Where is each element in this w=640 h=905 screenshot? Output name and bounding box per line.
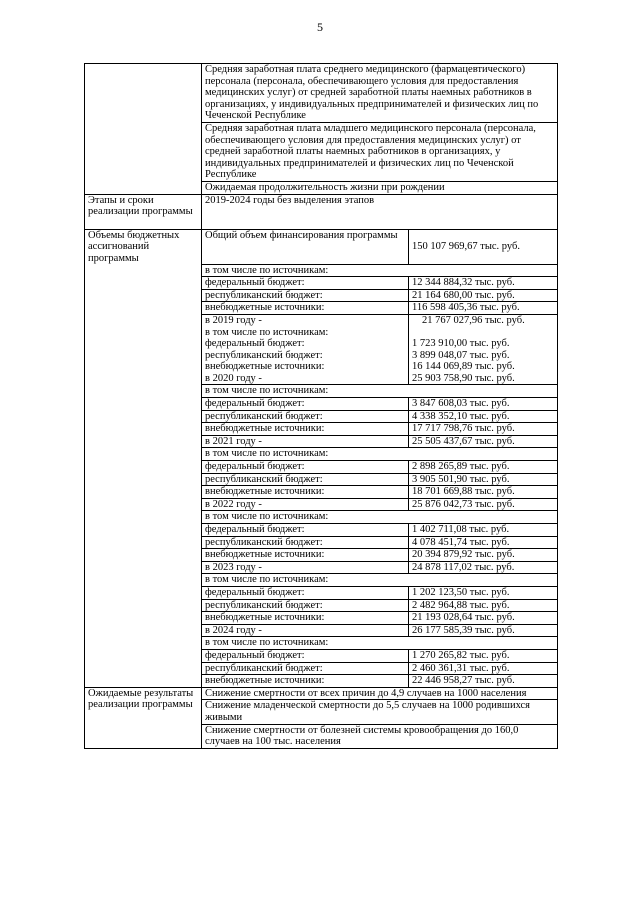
year-sum: 21 767 027,96 тыс. руб.	[422, 314, 525, 326]
year-label: в 2023 году -	[202, 561, 409, 574]
republic-value: 4 338 352,10 тыс. руб.	[409, 410, 558, 423]
federal-value: 2 898 265,89 тыс. руб.	[409, 461, 558, 474]
funding-row	[202, 398, 557, 411]
extra-value: 21 193 028,64 тыс. руб.	[409, 612, 558, 625]
extra-label: внебюджетные источники:	[202, 675, 409, 687]
funding-row	[202, 385, 557, 398]
republic-value: 2 482 964,88 тыс. руб.	[409, 599, 558, 612]
republic-label: республиканский бюджет:	[202, 599, 409, 612]
year-sum: 25 505 437,67 тыс. руб.	[409, 435, 558, 448]
indicator-text: Средняя заработная плата среднего медицинского (фармацевтического) персонала (персонала, обеспечивающего условия для предоставления медицинских услуг) от средней заработной платы наемных работников в организациях, у индивидуальных предпринимателей и физических лиц по Чеченской Республике	[202, 64, 557, 123]
funding-row	[202, 511, 557, 524]
federal-value: 1 402 711,08 тыс. руб.	[409, 524, 558, 537]
year-block-2019-labels	[202, 314, 409, 372]
funding-row	[202, 435, 557, 448]
republic-value: 3 905 501,90 тыс. руб.	[409, 473, 558, 486]
republic-label: республиканский бюджет:	[202, 536, 409, 549]
sources-label: в том числе по источникам:	[202, 574, 557, 587]
funding-row	[202, 410, 557, 423]
funding-row	[202, 498, 557, 511]
funding-row	[202, 586, 557, 599]
federal-value: 12 344 884,32 тыс. руб.	[409, 277, 558, 290]
sources-label: в том числе по источникам:	[205, 326, 329, 338]
funding-row	[202, 536, 557, 549]
result-item: Снижение смертности от всех причин до 4,9 случаев на 1000 населения	[202, 688, 557, 701]
funding-row	[202, 373, 557, 385]
republic-value: 21 164 680,00 тыс. руб.	[409, 289, 558, 302]
federal-label: федеральный бюджет:	[202, 586, 409, 599]
funding-row	[202, 612, 557, 625]
republic-label: республиканский бюджет:	[202, 662, 409, 675]
year-sum: 25 903 758,90 тыс. руб.	[409, 373, 558, 385]
total-value: 150 107 969,67 тыс. руб.	[409, 230, 558, 265]
years-body	[202, 373, 557, 687]
year-label: в 2019 году -	[205, 314, 262, 326]
funding-row	[202, 637, 557, 650]
sources-label: в том числе по источникам:	[202, 511, 557, 524]
extra-value: 18 701 669,88 тыс. руб.	[409, 486, 558, 499]
result-item: Снижение младенческой смертности до 5,5 случаев на 1000 родившихся живыми	[202, 700, 557, 724]
republic-label: республиканский бюджет:	[202, 473, 409, 486]
result-item: Снижение смертности от болезней системы кровообращения до 160,0 случаев на 100 тыс. населения	[205, 724, 519, 748]
funding-row	[202, 574, 557, 587]
sources-label: в том числе по источникам:	[202, 637, 557, 650]
federal-label: федеральный бюджет:	[202, 524, 409, 537]
funding-row	[202, 561, 557, 574]
page-number: 5	[317, 20, 323, 34]
year-sum: 26 177 585,39 тыс. руб.	[409, 624, 558, 637]
federal-label: федеральный бюджет:	[202, 461, 409, 474]
funding-row	[202, 549, 557, 562]
funding-row	[202, 486, 557, 499]
federal-value: 1 270 265,82 тыс. руб.	[409, 649, 558, 662]
extra-label: внебюджетные источники:	[202, 302, 409, 315]
indicator-text: Ожидаемая продолжительность жизни при рождении	[205, 181, 445, 193]
funding-table	[202, 230, 557, 687]
funding-row	[202, 624, 557, 637]
year-label: в 2024 году -	[202, 624, 409, 637]
results-label: Ожидаемые результаты реализации программы	[85, 687, 202, 748]
funding-row	[202, 423, 557, 436]
extra-value: 20 394 879,92 тыс. руб.	[409, 549, 558, 562]
stages-label: Этапы и сроки реализации программы	[85, 194, 202, 229]
funding-row	[202, 524, 557, 537]
year-label: в 2021 году -	[202, 435, 409, 448]
results-cell	[202, 687, 558, 748]
funding-row	[202, 461, 557, 474]
sources-label: в том числе по источникам:	[202, 264, 557, 277]
republic-label: республиканский бюджет:	[202, 289, 409, 302]
extra-label: внебюджетные источники:	[202, 549, 409, 562]
federal-label: федеральный бюджет:	[202, 649, 409, 662]
republic-label: республиканский бюджет:	[202, 410, 409, 423]
sources-label: в том числе по источникам:	[202, 385, 557, 398]
passport-table	[84, 63, 558, 749]
federal-label: федеральный бюджет:	[205, 338, 305, 350]
funding-row	[202, 448, 557, 461]
year-label: в 2020 году -	[202, 373, 409, 385]
year-sum: 25 876 042,73 тыс. руб.	[409, 498, 558, 511]
year-label: в 2022 году -	[202, 498, 409, 511]
federal-label: федеральный бюджет:	[202, 277, 409, 290]
extra-value: 22 446 958,27 тыс. руб.	[412, 675, 515, 687]
federal-label: федеральный бюджет:	[202, 398, 409, 411]
republic-value: 4 078 451,74 тыс. руб.	[409, 536, 558, 549]
extra-value: 17 717 798,76 тыс. руб.	[409, 423, 558, 436]
funding-row	[202, 662, 557, 675]
extra-value: 16 144 069,89 тыс. руб.	[412, 361, 515, 373]
funding-row	[202, 675, 557, 687]
republic-value: 2 460 361,31 тыс. руб.	[409, 662, 558, 675]
funding-row	[202, 599, 557, 612]
sources-label: в том числе по источникам:	[202, 448, 557, 461]
empty-label-cell	[85, 64, 202, 195]
funding-row	[202, 473, 557, 486]
federal-value: 1 723 910,00 тыс. руб.	[412, 338, 510, 350]
extra-label: внебюджетные источники:	[202, 612, 409, 625]
federal-value: 3 847 608,03 тыс. руб.	[409, 398, 558, 411]
year-sum: 24 878 117,02 тыс. руб.	[409, 561, 558, 574]
extra-label: внебюджетные источники:	[205, 361, 325, 373]
extra-label: внебюджетные источники:	[202, 486, 409, 499]
funding-row	[202, 649, 557, 662]
year-block-2019-values	[409, 314, 558, 372]
republic-label: республиканский бюджет:	[205, 349, 323, 361]
stages-value: 2019-2024 годы без выделения этапов	[202, 194, 558, 229]
indicator-text: Средняя заработная плата младшего медицинского персонала (персонала, обеспечивающего условия для предоставления медицинских услуг) от средней заработной платы наемных работников в организациях, у индивидуальных предпринимателей и физических лиц по Чеченской Республике	[202, 123, 557, 182]
funding-cell	[202, 229, 558, 687]
republic-value: 3 899 048,07 тыс. руб.	[412, 349, 510, 361]
funding-label: Объемы бюджетных ассигнований программы	[85, 229, 202, 687]
indicators-cell	[202, 64, 558, 195]
extra-label: внебюджетные источники:	[202, 423, 409, 436]
extra-value: 116 598 405,36 тыс. руб.	[409, 302, 558, 315]
federal-value: 1 202 123,50 тыс. руб.	[409, 586, 558, 599]
total-label: Общий объем финансирования программы	[202, 230, 409, 265]
